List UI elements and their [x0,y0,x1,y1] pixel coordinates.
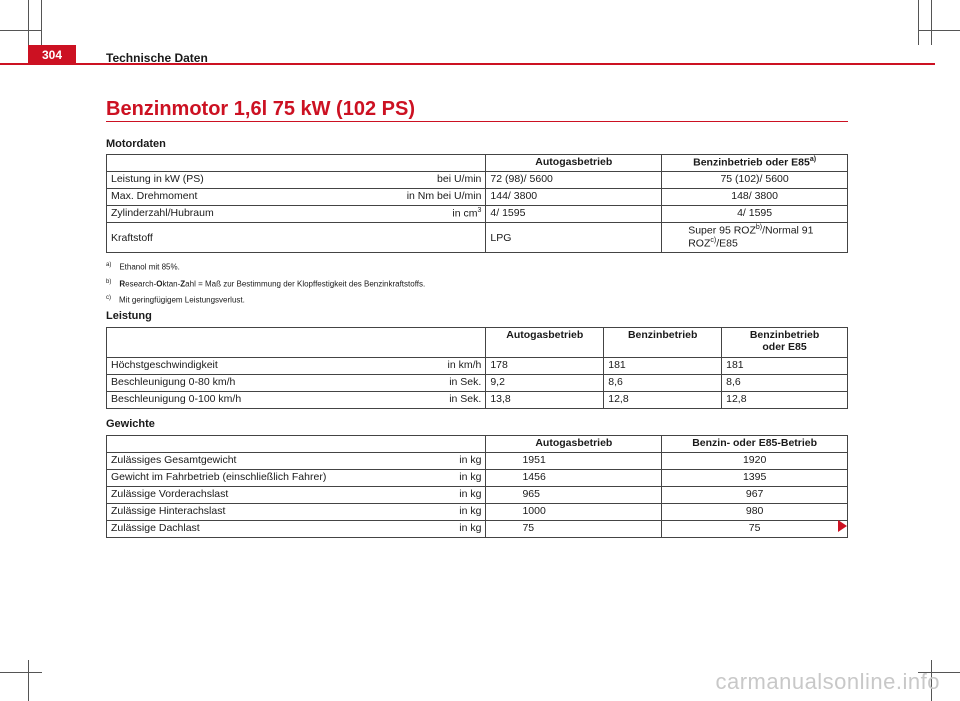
section-title: Benzinmotor 1,6l 75 kW (102 PS) [106,98,415,120]
footnote: $^{c)}$ Mit geringfügigem Leistungsverlust. [106,295,245,305]
value-cell: 12,8 [604,392,722,409]
crop-mark [931,0,932,45]
value-cell: 9,2 [486,375,604,392]
table-row [107,358,848,375]
leistung-heading: Leistung [106,310,152,322]
leistung-table [106,327,848,409]
row-label-cell: Höchstgeschwindigkeit in km/h [107,358,486,375]
value-cell: 75 (102)/ 5600 [662,172,848,189]
column-header: Benzinbetrieb oder E85 [722,328,848,358]
value-cell: Super 95 ROZ$^{b)}$/Normal 91 ROZ$^{c)}$/E85 [662,223,848,253]
row-label-cell: Beschleunigung 0-80 km/h in Sek. [107,375,486,392]
value-cell: 965 [486,487,662,504]
value-cell: 967 [662,487,848,504]
row-label-cell: Zulässige Dachlast in kg [107,521,486,538]
value-cell: 144/ 3800 [486,189,662,206]
table-row [107,521,848,538]
value-cell: 181 [722,358,848,375]
gewichte-table [106,435,848,538]
table-row [107,375,848,392]
table-row [107,172,848,189]
row-label-cell: Zulässige Vorderachslast in kg [107,487,486,504]
crop-mark [0,672,42,673]
next-page-arrow-icon[interactable] [838,520,847,532]
value-cell: 75 [486,521,662,538]
crop-mark [0,30,42,31]
value-cell: 1000 [486,504,662,521]
value-cell: 4/ 1595 [662,206,848,223]
value-cell: 12,8 [722,392,848,409]
value-cell: 178 [486,358,604,375]
value-cell: 148/ 3800 [662,189,848,206]
footnote: $^{a)}$ Ethanol mit 85%. [106,262,180,272]
motordaten-heading: Motordaten [106,138,166,150]
value-cell: 4/ 1595 [486,206,662,223]
row-label-cell: Beschleunigung 0-100 km/h in Sek. [107,392,486,409]
value-cell: 75 [662,521,848,538]
row-label-cell: Gewicht im Fahrbetrieb (einschließlich Fahrer) in kg [107,470,486,487]
table-row [107,470,848,487]
row-label-cell: Zulässiges Gesamtgewicht in kg [107,453,486,470]
value-cell: 8,6 [722,375,848,392]
crop-mark [28,660,29,701]
crop-mark [918,30,960,31]
page-number: 304 [28,45,76,65]
table-row [107,392,848,409]
table-row [107,487,848,504]
row-label-cell: Kraftstoff [107,223,486,253]
value-cell: 1456 [486,470,662,487]
value-cell: 980 [662,504,848,521]
empty-cell [107,328,486,358]
row-label-cell: Max. Drehmoment in Nm bei U/min [107,189,486,206]
footnote: $^{b)}$ Research-Oktan-Zahl = Maß zur Bestimmung der Klopffestigkeit des Benzinkraftstoffs. [106,278,426,289]
value-cell: 1951 [486,453,662,470]
table-row [107,453,848,470]
gewichte-heading: Gewichte [106,418,155,430]
row-label-cell: Leistung in kW (PS) bei U/min [107,172,486,189]
column-header: Autogasbetrieb [486,436,662,453]
table-row [107,223,848,253]
row-label-cell: Zulässige Hinterachslast in kg [107,504,486,521]
crop-mark [28,0,29,45]
table-row [107,504,848,521]
crop-mark [918,0,919,45]
value-cell: 72 (98)/ 5600 [486,172,662,189]
empty-cell [107,436,486,453]
running-title: Technische Daten [106,51,208,65]
table-row [107,206,848,223]
row-label-cell: Zylinderzahl/Hubraum in $cm^3$ [107,206,486,223]
table-header-row [107,436,848,453]
motordaten-table [106,154,848,253]
column-header: Benzinbetrieb oder E85$^{a)}$ [662,155,848,172]
watermark: carmanualsonline.info [715,669,940,694]
value-cell: 1395 [662,470,848,487]
value-cell: 1920 [662,453,848,470]
table-header-row [107,328,848,358]
crop-mark [41,0,42,45]
column-header: Autogasbetrieb [486,328,604,358]
column-header: Benzinbetrieb [604,328,722,358]
value-cell: 13,8 [486,392,604,409]
column-header: Autogasbetrieb [486,155,662,172]
table-header-row [107,155,848,172]
value-cell: 181 [604,358,722,375]
footnotes [106,258,425,308]
value-cell: 8,6 [604,375,722,392]
empty-cell [107,155,486,172]
column-header: Benzin- oder E85-Betrieb [662,436,848,453]
section-rule [106,121,848,122]
table-row [107,189,848,206]
value-cell: LPG [486,223,662,253]
